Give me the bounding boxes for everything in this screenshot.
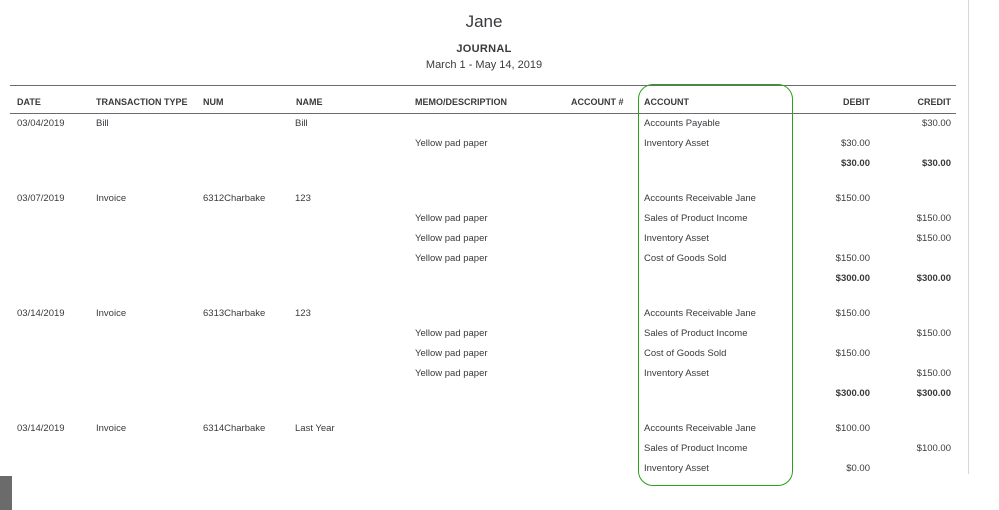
cell-transaction-type: Bill <box>96 118 109 129</box>
cell-transaction-type: Invoice <box>96 423 127 434</box>
header-bottom-rule <box>10 113 956 114</box>
cell-credit: $100.00 <box>916 443 951 454</box>
cell-account: Inventory Asset <box>644 233 709 244</box>
cell-account: Accounts Receivable Jane <box>644 423 756 434</box>
cell-name: 123 <box>295 193 311 204</box>
cell-name: 123 <box>295 308 311 319</box>
cell-debit: $0.00 <box>846 463 870 474</box>
cell-account: Accounts Receivable Jane <box>644 193 756 204</box>
col-header-account-number[interactable]: ACCOUNT # <box>571 97 624 107</box>
cell-account: Accounts Receivable Jane <box>644 308 756 319</box>
report-date-range: March 1 - May 14, 2019 <box>425 59 543 71</box>
cell-name: Bill <box>295 118 308 129</box>
page-right-edge <box>968 0 969 474</box>
col-header-credit[interactable]: CREDIT <box>917 97 951 107</box>
cell-account: Sales of Product Income <box>644 328 748 339</box>
cell-memo: Yellow pad paper <box>415 348 488 359</box>
col-header-num[interactable]: NUM <box>203 97 224 107</box>
cell-account: Inventory Asset <box>644 368 709 379</box>
cell-account: Sales of Product Income <box>644 213 748 224</box>
cell-account: Cost of Goods Sold <box>644 348 727 359</box>
col-header-transaction-type[interactable]: TRANSACTION TYPE <box>96 97 188 107</box>
cell-memo: Yellow pad paper <box>415 328 488 339</box>
cell-account: Cost of Goods Sold <box>644 253 727 264</box>
cell-credit: $150.00 <box>916 233 951 244</box>
cell-memo: Yellow pad paper <box>415 138 488 149</box>
cell-credit: $150.00 <box>916 368 951 379</box>
total-cell-debit: $30.00 <box>840 158 870 169</box>
col-header-debit[interactable]: DEBIT <box>843 97 870 107</box>
total-cell-debit: $300.00 <box>835 273 870 284</box>
cell-num: 6313Charbake <box>203 308 266 319</box>
total-cell-debit: $300.00 <box>835 388 870 399</box>
company-name: Jane <box>465 12 503 31</box>
header-top-rule <box>10 85 956 86</box>
window-left-edge <box>0 476 12 510</box>
cell-debit: $150.00 <box>835 253 870 264</box>
cell-transaction-type: Invoice <box>96 308 127 319</box>
cell-memo: Yellow pad paper <box>415 233 488 244</box>
cell-credit: $150.00 <box>916 213 951 224</box>
cell-memo: Yellow pad paper <box>415 213 488 224</box>
cell-account: Accounts Payable <box>644 118 721 129</box>
col-header-date[interactable]: DATE <box>17 97 41 107</box>
cell-account: Inventory Asset <box>644 463 709 474</box>
col-header-name[interactable]: NAME <box>296 97 323 107</box>
cell-debit: $100.00 <box>835 423 870 434</box>
cell-memo: Yellow pad paper <box>415 253 488 264</box>
cell-num: 6312Charbake <box>203 193 266 204</box>
cell-debit: $30.00 <box>840 138 870 149</box>
cell-date: 03/07/2019 <box>17 193 65 204</box>
cell-date: 03/14/2019 <box>17 308 65 319</box>
cell-debit: $150.00 <box>835 308 870 319</box>
cell-transaction-type: Invoice <box>96 193 127 204</box>
cell-account: Sales of Product Income <box>644 443 748 454</box>
cell-debit: $150.00 <box>835 193 870 204</box>
cell-date: 03/14/2019 <box>17 423 65 434</box>
total-cell-credit: $300.00 <box>916 273 951 284</box>
cell-num: 6314Charbake <box>203 423 266 434</box>
total-cell-credit: $300.00 <box>916 388 951 399</box>
total-cell-credit: $30.00 <box>921 158 951 169</box>
col-header-account[interactable]: ACCOUNT <box>644 97 689 107</box>
cell-name: Last Year <box>295 423 335 434</box>
cell-date: 03/04/2019 <box>17 118 65 129</box>
cell-account: Inventory Asset <box>644 138 709 149</box>
cell-debit: $150.00 <box>835 348 870 359</box>
cell-memo: Yellow pad paper <box>415 368 488 379</box>
col-header-memo[interactable]: MEMO/DESCRIPTION <box>415 97 508 107</box>
account-column-highlight <box>638 84 793 486</box>
cell-credit: $150.00 <box>916 328 951 339</box>
cell-credit: $30.00 <box>921 118 951 129</box>
report-title: JOURNAL <box>456 43 512 55</box>
